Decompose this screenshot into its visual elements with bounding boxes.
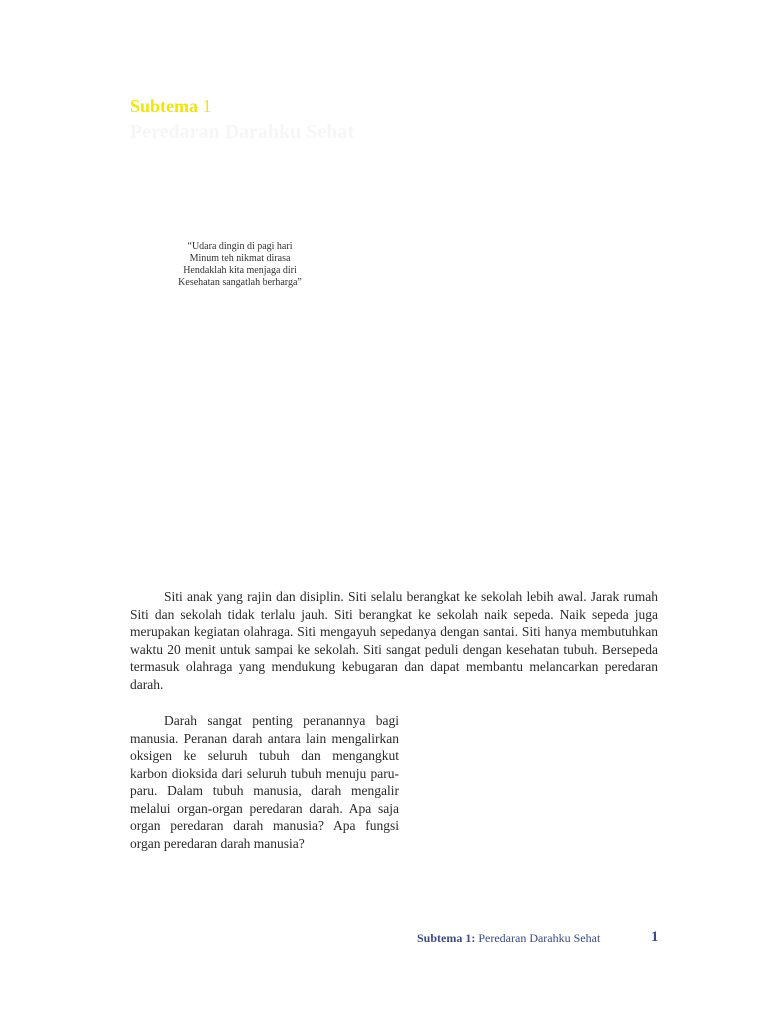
footer-subtema: Subtema 1:	[417, 931, 476, 945]
body-paragraph-1: Siti anak yang rajin dan disiplin. Siti selalu berangkat ke sekolah lebih awal. Jarak rumah Siti dan sekolah tidak terlalu jauh. Siti berangkat ke sekolah naik sepeda. Naik sepeda juga merupakan kegiatan olahraga. Siti mengayuh sepedanya dengan santai. Siti hanya membutuhkan waktu 20 menit untuk sampai ke sekolah. Siti sangat peduli dengan kesehatan tubuh. Bersepeda termasuk olahraga yang mendukung kebugaran dan dapat membantu melancarkan peredaran darah.	[130, 589, 658, 692]
subtema-number: 1	[202, 96, 212, 116]
subtema-word: Subtema	[130, 96, 199, 116]
footer-label	[417, 931, 600, 946]
subtema-title: Peredaran Darahku Sehat	[130, 121, 355, 143]
poem-line: Hendaklah kita menjaga diri	[183, 265, 297, 276]
poem-line: Minum teh nikmat dirasa	[189, 253, 291, 264]
footer-title: Peredaran Darahku Sehat	[478, 931, 601, 945]
subtema-label	[130, 96, 212, 117]
page-number: 1	[651, 929, 659, 945]
poem-line: “Udara dingin di pagi hari	[187, 241, 293, 252]
poem	[150, 241, 330, 289]
poem-line: Kesehatan sangatlah berharga”	[178, 277, 302, 288]
body-paragraph-2: Darah sangat penting peranannya bagi manusia. Peranan darah antara lain mengalirkan oksigen ke seluruh tubuh dan mengangkut karbon dioksida dari seluruh tubuh menuju paru-paru. Dalam tubuh manusia, darah mengalir melalui organ-organ peredaran darah. Apa saja organ peredaran darah manusia? Apa fungsi organ peredaran darah manusia?	[130, 713, 399, 851]
